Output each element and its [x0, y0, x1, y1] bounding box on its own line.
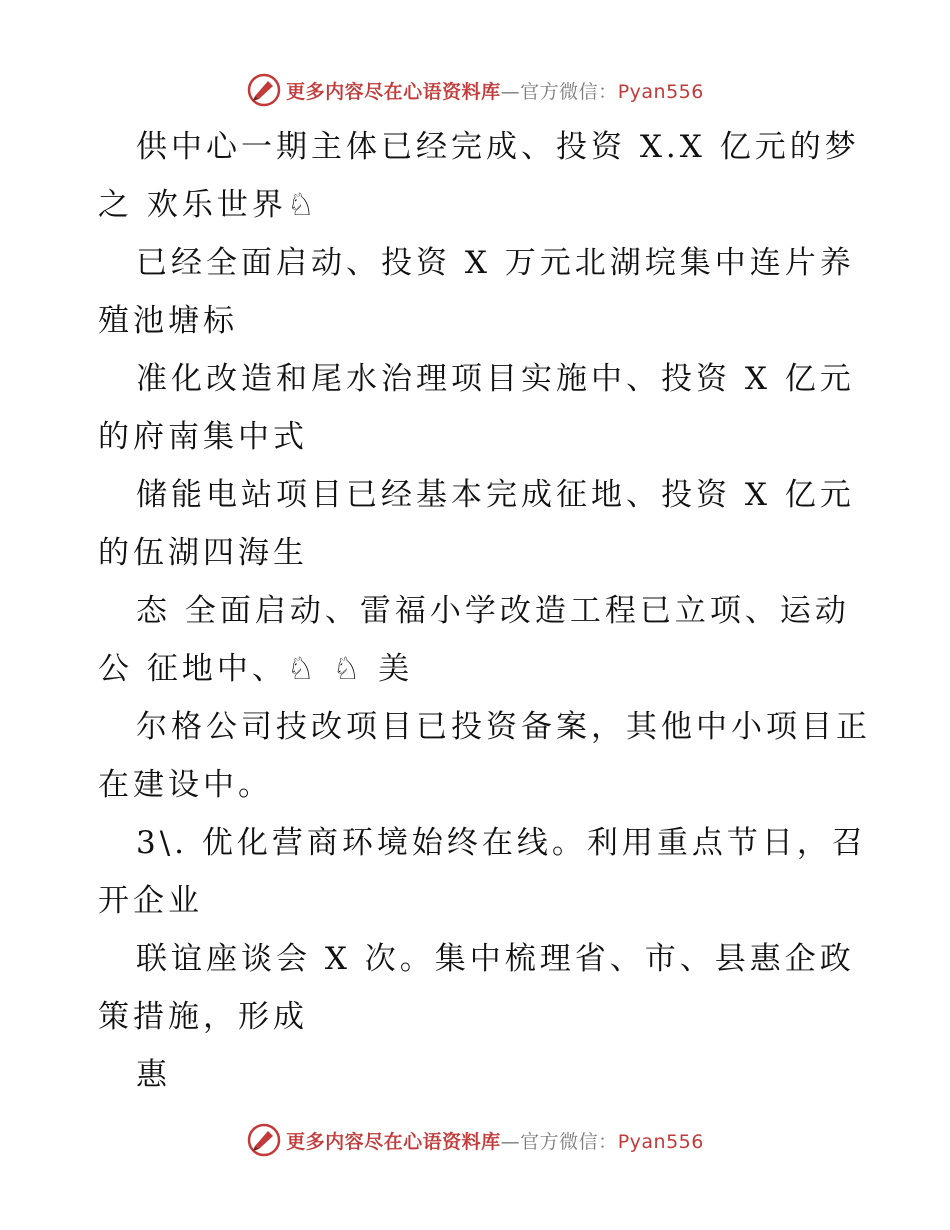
- watermark-main-text: 更多内容尽在心语资料库: [286, 1130, 501, 1153]
- text-line: 公 征地中、♘ ♘ 美: [98, 651, 414, 687]
- text-line: 的府南集中式: [98, 419, 308, 455]
- footer-watermark: [0, 1120, 950, 1160]
- pen-nib-circle-icon: [246, 72, 282, 108]
- watermark-dash: —: [500, 1130, 521, 1153]
- text-line: 开企业: [98, 883, 203, 919]
- text-line: 储能电站项目已经基本完成征地、投资 X 亿元: [136, 477, 855, 513]
- text-line: 惠: [136, 1057, 171, 1093]
- text-line: 3\. 优化营商环境始终在线。利用重点节日，召: [136, 825, 867, 861]
- text-line: 殖池塘标: [98, 303, 238, 339]
- text-line: 联谊座谈会 X 次。集中梳理省、市、县惠企政: [136, 941, 855, 977]
- text-line: 准化改造和尾水治理项目实施中、投资 X 亿元: [136, 361, 855, 397]
- text-line: 供中心一期主体已经完成、投资 X.X 亿元的梦: [136, 129, 860, 165]
- text-line: 已经全面启动、投资 X 万元北湖垸集中连片养: [136, 245, 855, 281]
- text-line: 策措施，形成: [98, 999, 308, 1035]
- text-line: 之 欢乐世界♘: [98, 187, 319, 223]
- watermark-account: Pyan556: [617, 80, 704, 103]
- watermark-sub-text: 官方微信：: [520, 1130, 618, 1153]
- watermark-main-text: 更多内容尽在心语资料库: [286, 80, 501, 103]
- text-line: 尔格公司技改项目已投资备案，其他中小项目正: [136, 709, 871, 745]
- text-line: 态 全面启动、雷福小学改造工程已立项、运动: [136, 593, 850, 629]
- text-line: 在建设中。: [98, 767, 273, 803]
- pen-nib-circle-icon: [246, 1122, 282, 1158]
- header-watermark: [0, 70, 950, 110]
- watermark-account: Pyan556: [617, 1130, 704, 1153]
- text-line: 的伍湖四海生: [98, 535, 308, 571]
- watermark-dash: —: [500, 80, 521, 103]
- document-body: [98, 118, 871, 1104]
- watermark-sub-text: 官方微信：: [520, 80, 618, 103]
